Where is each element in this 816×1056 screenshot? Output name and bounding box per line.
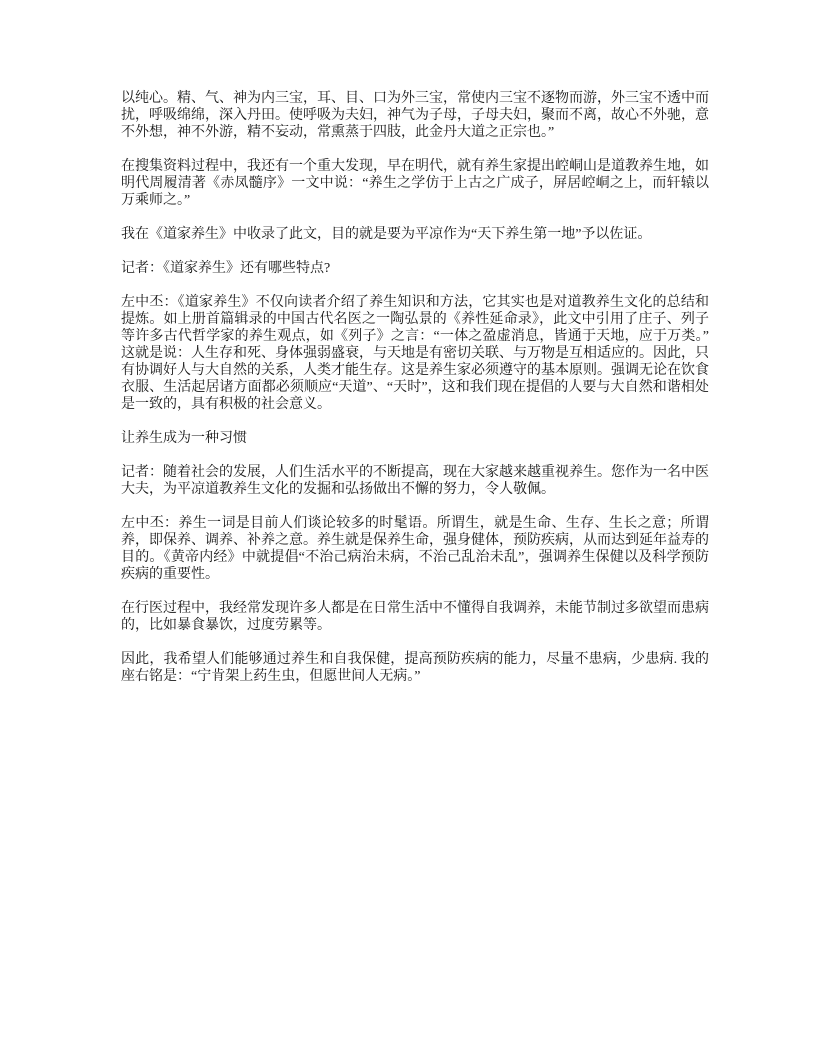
paragraph-reporter-remark: 记者：随着社会的发展，人们生活水平的不断提高，现在大家越来越重视养生。您作为一名中医大夫，为平凉道教养生文化的发掘和弘扬做出不懈的努力，令人敬佩。 [121, 465, 709, 497]
paragraph-practice-observation: 在行医过程中，我经常发现许多人都是在日常生活中不懂得自我调养，未能节制过多欲望而患病的，比如暴食暴饮，过度劳累等。 [121, 601, 709, 633]
paragraph-answer-yangsheng-definition: 左中丕：养生一词是目前人们谈论较多的时髦语。所谓生，就是生命、生存、生长之意；所谓养，即保养、调养、补养之意。养生就是保养生命，强身健体，预防疾病，从而达到延年益寿的目的。《黄帝内经》中就提倡“不治己病治未病，不治己乱治未乱”，强调养生保健以及科学预防疾病的重要性。 [121, 516, 709, 582]
section-heading-habit: 让养生成为一种习惯 [121, 431, 247, 446]
paragraph-neidan-quote: 以纯心。精、气、神为内三宝，耳、目、口为外三宝，常使内三宝不逐物而游，外三宝不透中而扰，呼吸绵绵，深入丹田。使呼吸为夫妇，神气为子母，子母夫妇，聚而不离，故心不外驰，意不外想，神不外游，精不妄动，常熏蒸于四肢，此金丹大道之正宗也。” [121, 91, 709, 140]
paragraph-discovery-mingdai: 在搜集资料过程中，我还有一个重大发现，早在明代，就有养生家提出崆峒山是道教养生地，如明代周履清著《赤凤髓序》一文中说：“养生之学仿于上古之广成子，屏居崆峒之上，而轩辕以万乘师之。” [121, 159, 709, 208]
paragraph-answer-book-features: 左中丕：《道家养生》不仅向读者介绍了养生知识和方法，它其实也是对道教养生文化的总结和提炼。如上册首篇辑录的中国古代名医之一陶弘景的《养性延命录》，此文中引用了庄子、列子等许多古代哲学家的养生观点，如《列子》之言：“一体之盈虚消息，皆通于天地，应于万类。”这就是说：人生存和死、身体强弱盛衰，与天地是有密切关联、与万物是互相适应的。因此，只有协调好人与大自然的关系，人类才能生存。这是养生家必须遵守的基本原则。强调无论在饮食衣服、生活起居诸方面都必须顺应“天道”、“天时”，这和我们现在提倡的人要与大自然和谐相处是一致的，具有积极的社会意义。 [121, 295, 709, 412]
paragraph-motto: 因此，我希望人们能够通过养生和自我保健，提高预防疾病的能力，尽量不患病，少患病. 我的座右铭是：“宁肯架上药生虫，但愿世间人无病。” [121, 652, 709, 684]
paragraph-citation-purpose: 我在《道家养生》中收录了此文，目的就是要为平凉作为“天下养生第一地”予以佐证。 [121, 227, 652, 242]
paragraph-reporter-question: 记者：《道家养生》还有哪些特点? [121, 261, 331, 276]
